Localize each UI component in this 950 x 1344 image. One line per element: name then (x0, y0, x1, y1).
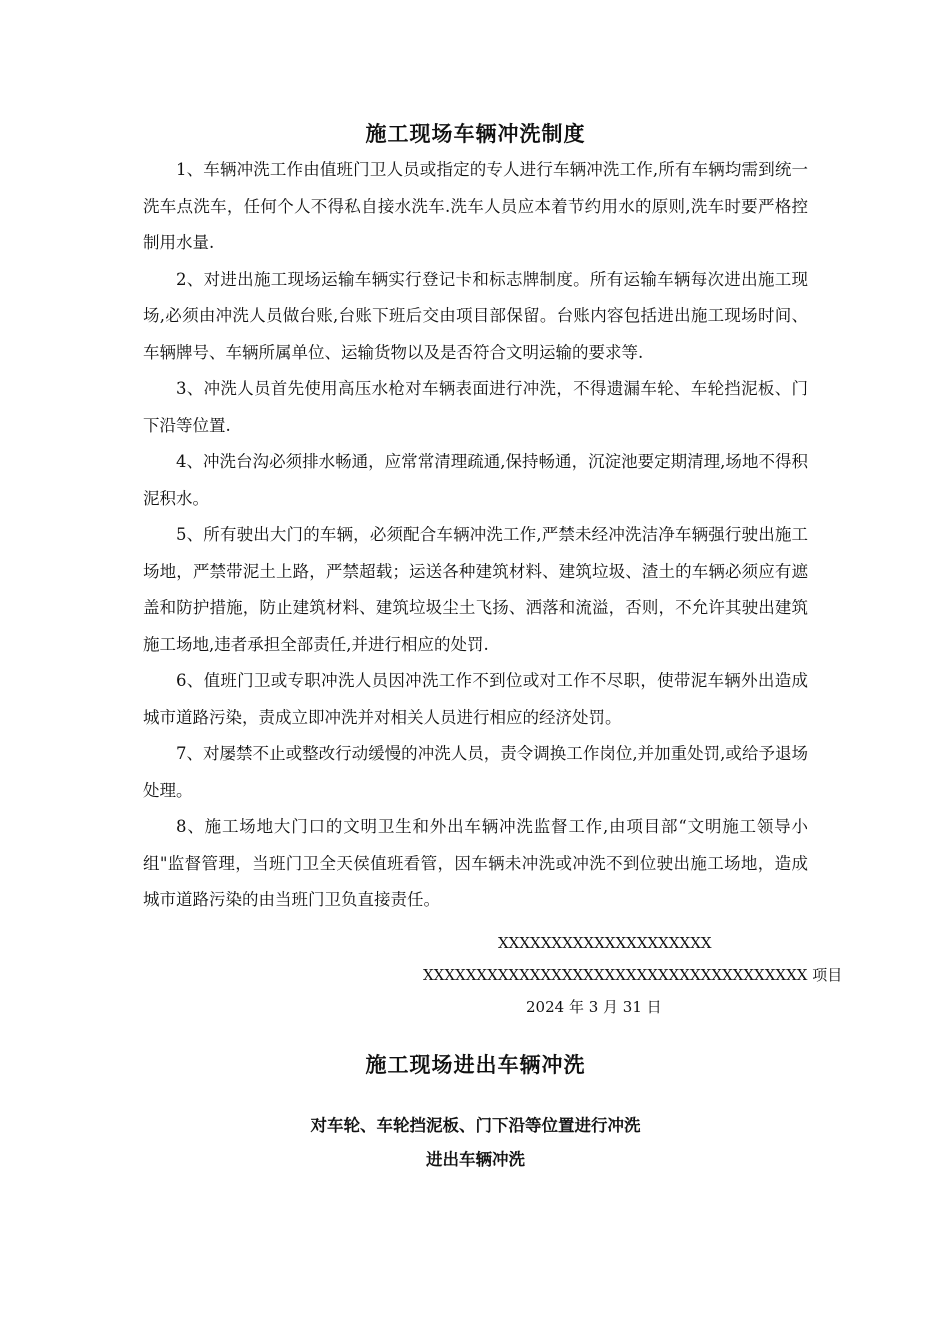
paragraph-1: 1、车辆冲洗工作由值班门卫人员或指定的专人进行车辆冲洗工作,所有车辆均需到统一洗车点洗车，任何个人不得私自接水洗车.洗车人员应本着节约用水的原则,洗车时要严格控制用水量. (143, 160, 808, 252)
paragraph-5: 5、所有驶出大门的车辆，必须配合车辆冲洗工作,严禁未经冲洗洁净车辆强行驶出施工场地，严禁带泥土上路，严禁超载；运送各种建筑材料、建筑垃圾、渣土的车辆必须应有遮盖和防护措施，防止建筑材料、建筑垃圾尘土飞扬、洒落和流溢，否则，不允许其驶出建筑施工场地,违者承担全部责任,并进行相应的处罚. (143, 525, 808, 654)
paragraph-8: 8、施工场地大门口的文明卫生和外出车辆冲洗监督工作,由项目部“文明施工领导小组"监督管理，当班门卫全天侯值班看管，因车辆未冲洗或冲洗不到位驶出施工场地，造成城市道路污染的由当班门卫负直接责任。 (143, 817, 808, 909)
paragraph-7: 7、对屡禁不止或整改行动缓慢的冲洗人员，责令调换工作岗位,并加重处罚,或给予退场处理。 (143, 744, 808, 800)
document-title: 施工现场车辆冲洗制度 (365, 121, 586, 146)
paragraph-2: 2、对进出施工现场运输车辆实行登记卡和标志牌制度。所有运输车辆每次进出施工现场,必须由冲洗人员做台账,台账下班后交由项目部保留。台账内容包括进出施工现场时间、车辆牌号、车辆所属单位、运输货物以及是否符合文明运输的要求等. (143, 269, 808, 362)
signature-project: XXXXXXXXXXXXXXXXXXXXXXXXXXXXXXXXXXXX 项目 (423, 965, 843, 984)
section2-title: 施工现场进出车辆冲洗 (365, 1051, 586, 1077)
signature-organization: XXXXXXXXXXXXXXXXXXXX (498, 933, 712, 952)
paragraph-3: 3、冲洗人员首先使用高压水枪对车辆表面进行冲洗，不得遗漏车轮、车轮挡泥板、门下沿等位置. (143, 379, 808, 435)
section2-caption-1: 对车轮、车轮挡泥板、门下沿等位置进行冲洗 (310, 1115, 641, 1135)
section2-caption-2: 进出车辆冲洗 (426, 1149, 525, 1169)
signature-date: 2024 年 3 月 31 日 (526, 997, 662, 1016)
signature-block (143, 927, 843, 1023)
paragraph-6: 6、值班门卫或专职冲洗人员因冲洗工作不到位或对工作不尽职，使带泥车辆外出造成城市道路污染，责成立即冲洗并对相关人员进行相应的经济处罚。 (143, 671, 808, 727)
document-page (143, 118, 843, 1177)
paragraph-4: 4、冲洗台沟必须排水畅通，应常常清理疏通,保持畅通，沉淀池要定期清理,场地不得积泥积水。 (143, 452, 808, 508)
